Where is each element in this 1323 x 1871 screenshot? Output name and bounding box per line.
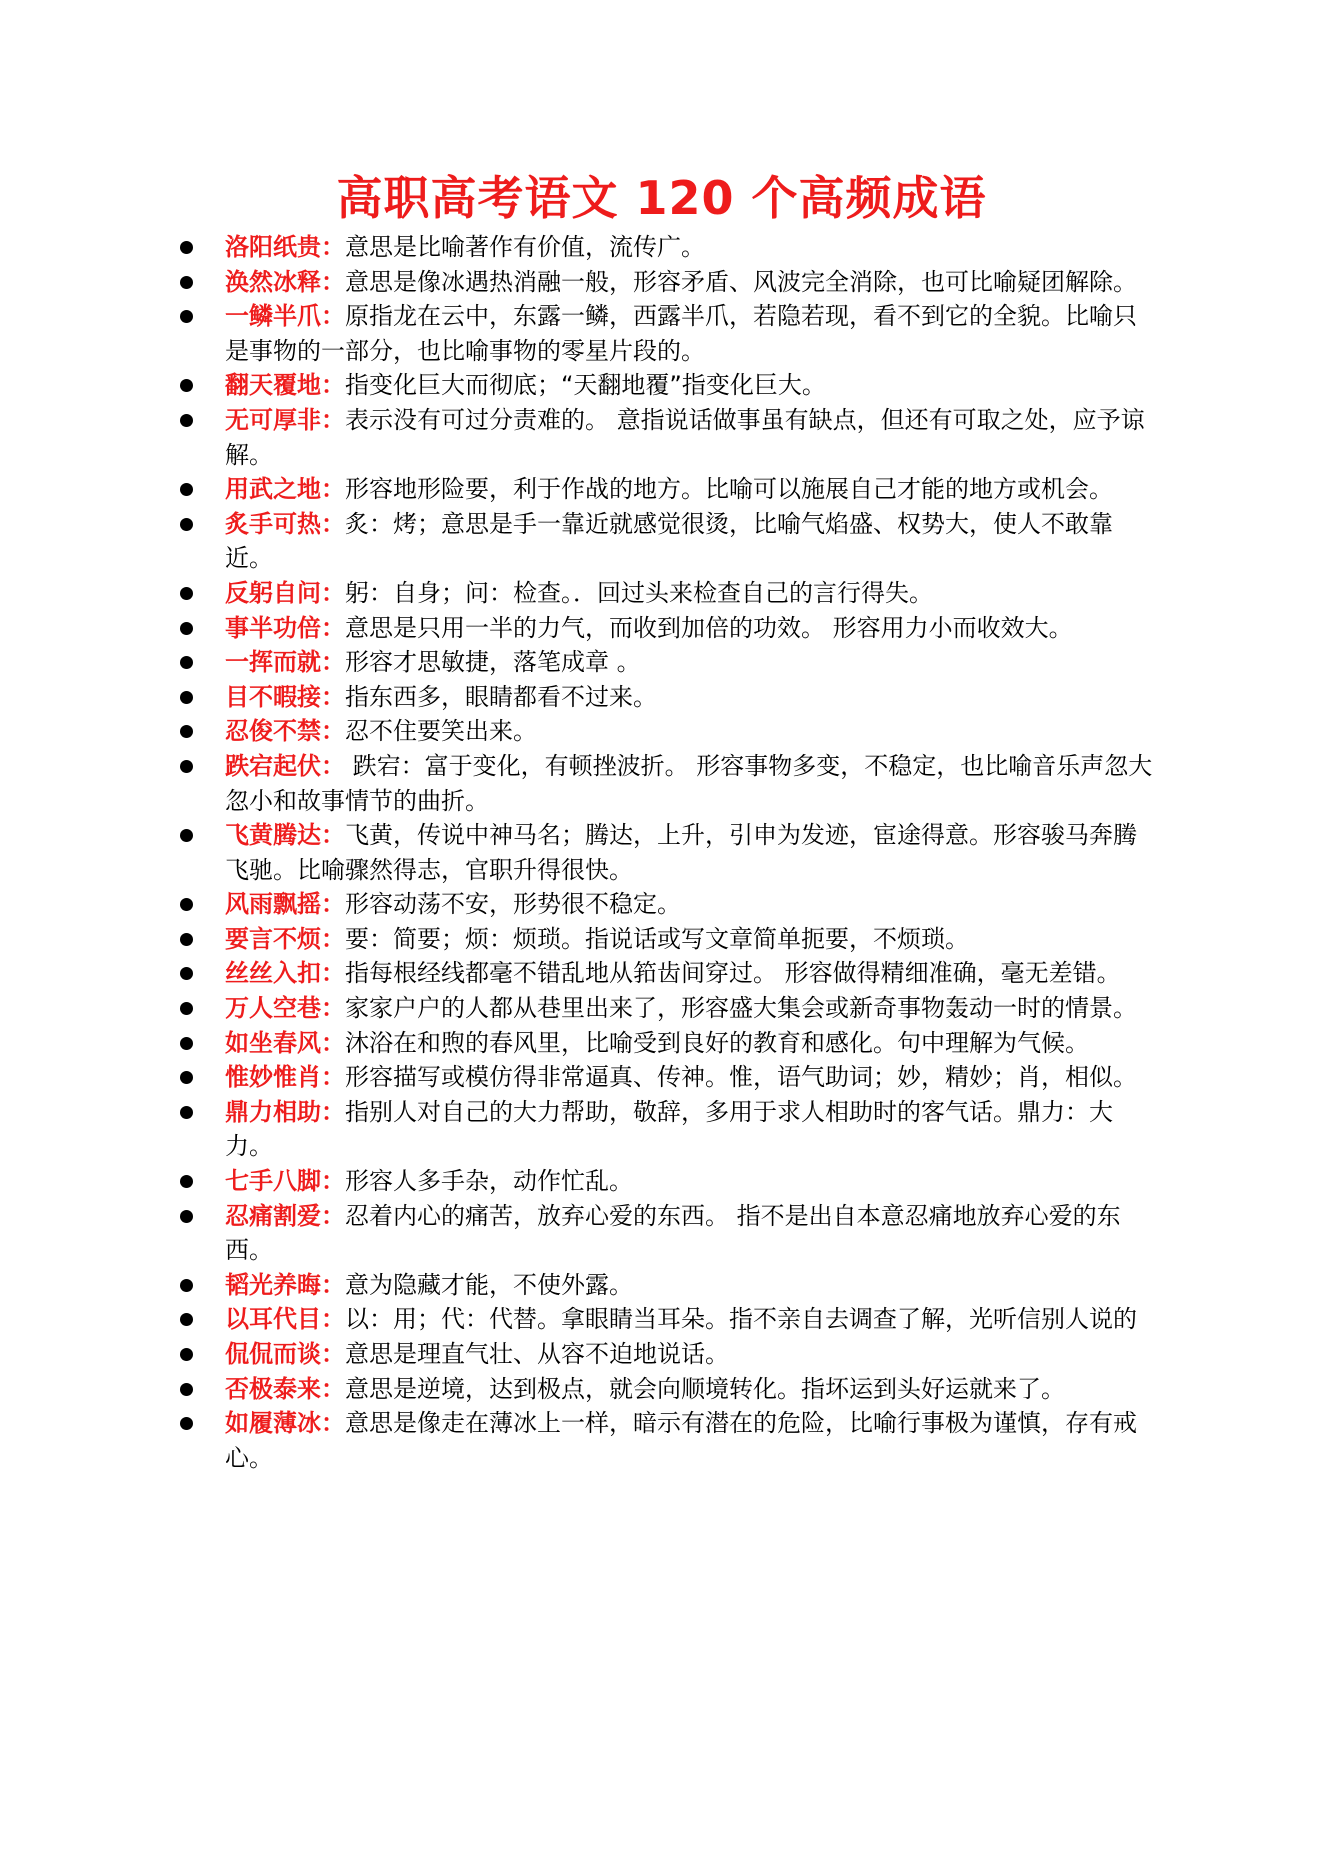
bullet-icon [180, 1210, 193, 1223]
idiom-term: 翻天覆地： [225, 371, 345, 400]
idiom-definition: 炙：烤；意思是手一靠近就感觉很烫，比喻气焰盛、权势大，使人不敢靠近。 [225, 509, 1113, 573]
bullet-icon [180, 725, 193, 738]
idiom-term: 事半功倍： [225, 613, 345, 642]
idiom-term: 飞黄腾达： [225, 821, 345, 850]
idiom-entry [180, 1372, 1155, 1407]
bullet-icon [180, 933, 193, 946]
bullet-icon [180, 760, 193, 773]
idiom-term: 七手八脚： [225, 1167, 345, 1196]
idiom-definition: 意思是像冰遇热消融一般，形容矛盾、风波完全消除，也可比喻疑团解除。 [345, 267, 1137, 296]
idiom-definition: 躬：自身；问：检查。．回过头来检查自己的言行得失。 [345, 578, 933, 607]
idiom-definition: 跌宕：富于变化，有顿挫波折。 形容事物多变，不稳定，也比喻音乐声忽大忽小和故事情节的曲折。 [225, 751, 1153, 815]
idiom-entry [180, 922, 1155, 957]
idiom-definition: 以：用；代：代替。拿眼睛当耳朵。指不亲自去调查了解，光听信别人说的 [345, 1305, 1137, 1334]
bullet-icon [180, 241, 193, 254]
idiom-term: 风雨飘摇： [225, 890, 345, 919]
idiom-entry [180, 1302, 1155, 1337]
bullet-icon [180, 587, 193, 600]
idiom-definition: 形容动荡不安，形势很不稳定。 [345, 890, 681, 919]
idiom-term: 韬光养晦： [225, 1270, 345, 1299]
idiom-definition: 忍着内心的痛苦，放弃心爱的东西。 指不是出自本意忍痛地放弃心爱的东西。 [225, 1201, 1121, 1265]
idiom-definition: 形容描写或模仿得非常逼真、传神。惟，语气助词；妙，精妙；肖，相似。 [345, 1063, 1137, 1092]
idiom-definition: 意为隐藏才能，不使外露。 [345, 1270, 633, 1299]
idiom-definition: 忍不住要笑出来。 [345, 717, 537, 746]
idiom-entry [180, 611, 1155, 646]
idiom-term: 跌宕起伏： [225, 751, 345, 780]
idiom-term: 惟妙惟肖： [225, 1063, 345, 1092]
idiom-entry [180, 645, 1155, 680]
bullet-icon [180, 1106, 193, 1119]
idiom-term: 一鳞半爪： [225, 302, 345, 331]
idiom-definition: 意思是逆境，达到极点，就会向顺境转化。指坏运到头好运就来了。 [345, 1374, 1065, 1403]
bullet-icon [180, 483, 193, 496]
idiom-definition: 指别人对自己的大力帮助，敬辞，多用于求人相助时的客气话。鼎力：大力。 [225, 1097, 1113, 1161]
idiom-entry [180, 749, 1155, 818]
idiom-definition: 原指龙在云中，东露一鳞，西露半爪，若隐若现，看不到它的全貌。比喻只是事物的一部分，也比喻事物的零星片段的。 [225, 302, 1137, 365]
bullet-icon [180, 1383, 193, 1396]
idiom-term: 丝丝入扣： [225, 959, 345, 988]
idiom-entry [180, 714, 1155, 749]
bullet-icon [180, 1313, 193, 1326]
bullet-icon [180, 622, 193, 635]
bullet-icon [180, 656, 193, 669]
bullet-icon [180, 1417, 193, 1430]
bullet-icon [180, 414, 193, 427]
bullet-icon [180, 1071, 193, 1084]
idiom-term: 否极泰来： [225, 1374, 345, 1403]
idiom-term: 忍俊不禁： [225, 717, 345, 746]
idiom-definition: 意思是像走在薄冰上一样，暗示有潜在的危险，比喻行事极为谨慎，存有戒心。 [225, 1409, 1137, 1472]
idiom-term: 涣然冰释： [225, 267, 345, 296]
idiom-entry [180, 887, 1155, 922]
idiom-term: 无可厚非： [225, 405, 345, 434]
bullet-icon [180, 691, 193, 704]
idiom-entry [180, 1199, 1155, 1268]
idiom-list [180, 230, 1155, 1475]
idiom-definition: 意思是理直气壮、从容不迫地说话。 [345, 1340, 729, 1368]
idiom-entry [180, 1337, 1155, 1372]
idiom-term: 侃侃而谈： [225, 1340, 345, 1368]
idiom-definition: 飞黄，传说中神马名；腾达，上升，引申为发迹，宦途得意。形容骏马奔腾飞驰。比喻骤然得志，官职升得很快。 [225, 821, 1137, 884]
idiom-term: 如坐春风： [225, 1028, 345, 1057]
idiom-term: 目不暇接： [225, 682, 345, 711]
idiom-entry [180, 1164, 1155, 1199]
idiom-definition: 要：简要；烦：烦琐。指说话或写文章简单扼要，不烦琐。 [345, 924, 969, 953]
idiom-entry [180, 680, 1155, 715]
bullet-icon [180, 898, 193, 911]
idiom-entry [180, 299, 1155, 368]
idiom-definition: 形容人多手杂，动作忙乱。 [345, 1167, 633, 1196]
idiom-definition: 指每根经线都毫不错乱地从筘齿间穿过。 形容做得精细准确，毫无差错。 [345, 959, 1121, 988]
idiom-entry [180, 368, 1155, 403]
idiom-term: 以耳代目： [225, 1305, 345, 1334]
bullet-icon [180, 967, 193, 980]
idiom-term: 用武之地： [225, 475, 345, 504]
bullet-icon [180, 518, 193, 531]
idiom-term: 要言不烦： [225, 924, 345, 953]
bullet-icon [180, 379, 193, 392]
idiom-entry [180, 472, 1155, 507]
page-title: 高职高考语文 120 个高频成语 [336, 171, 987, 225]
idiom-term: 洛阳纸贵： [225, 233, 345, 261]
bullet-icon [180, 1002, 193, 1015]
bullet-icon [180, 1279, 193, 1292]
idiom-definition: 家家户户的人都从巷里出来了，形容盛大集会或新奇事物轰动一时的情景。 [345, 994, 1137, 1023]
idiom-term: 反躬自问： [225, 578, 345, 607]
idiom-definition: 指变化巨大而彻底；“天翻地覆”指变化巨大。 [345, 371, 826, 400]
idiom-definition: 形容才思敏捷，落笔成章 。 [345, 648, 641, 677]
bullet-icon [180, 310, 193, 323]
idiom-entry [180, 1026, 1155, 1061]
bullet-icon [180, 1348, 193, 1361]
idiom-term: 忍痛割爱： [225, 1201, 345, 1230]
idiom-definition: 意思是比喻著作有价值，流传广。 [345, 233, 705, 261]
idiom-definition: 形容地形险要，利于作战的地方。比喻可以施展自己才能的地方或机会。 [345, 475, 1113, 504]
idiom-term: 一挥而就： [225, 648, 345, 677]
idiom-term: 炙手可热： [225, 509, 345, 538]
idiom-entry [180, 1268, 1155, 1303]
idiom-definition: 意思是只用一半的力气，而收到加倍的功效。 形容用力小而收效大。 [345, 613, 1073, 642]
idiom-entry [180, 1095, 1155, 1164]
idiom-term: 如履薄冰： [225, 1409, 345, 1438]
idiom-term: 鼎力相助： [225, 1097, 345, 1126]
bullet-icon [180, 829, 193, 842]
bullet-icon [180, 1175, 193, 1188]
idiom-definition: 表示没有可过分责难的。 意指说话做事虽有缺点，但还有可取之处，应予谅解。 [225, 405, 1145, 469]
idiom-entry [180, 956, 1155, 991]
idiom-term: 万人空巷： [225, 994, 345, 1023]
idiom-entry [180, 230, 1155, 265]
idiom-entry [180, 576, 1155, 611]
idiom-entry [180, 818, 1155, 887]
idiom-entry [180, 1406, 1155, 1475]
idiom-entry [180, 265, 1155, 300]
idiom-entry [180, 507, 1155, 576]
idiom-entry [180, 1060, 1155, 1095]
idiom-entry [180, 991, 1155, 1026]
bullet-icon [180, 276, 193, 289]
idiom-definition: 沐浴在和煦的春风里，比喻受到良好的教育和感化。句中理解为气候。 [345, 1028, 1089, 1057]
bullet-icon [180, 1037, 193, 1050]
idiom-definition: 指东西多，眼睛都看不过来。 [345, 682, 657, 711]
idiom-entry [180, 403, 1155, 472]
